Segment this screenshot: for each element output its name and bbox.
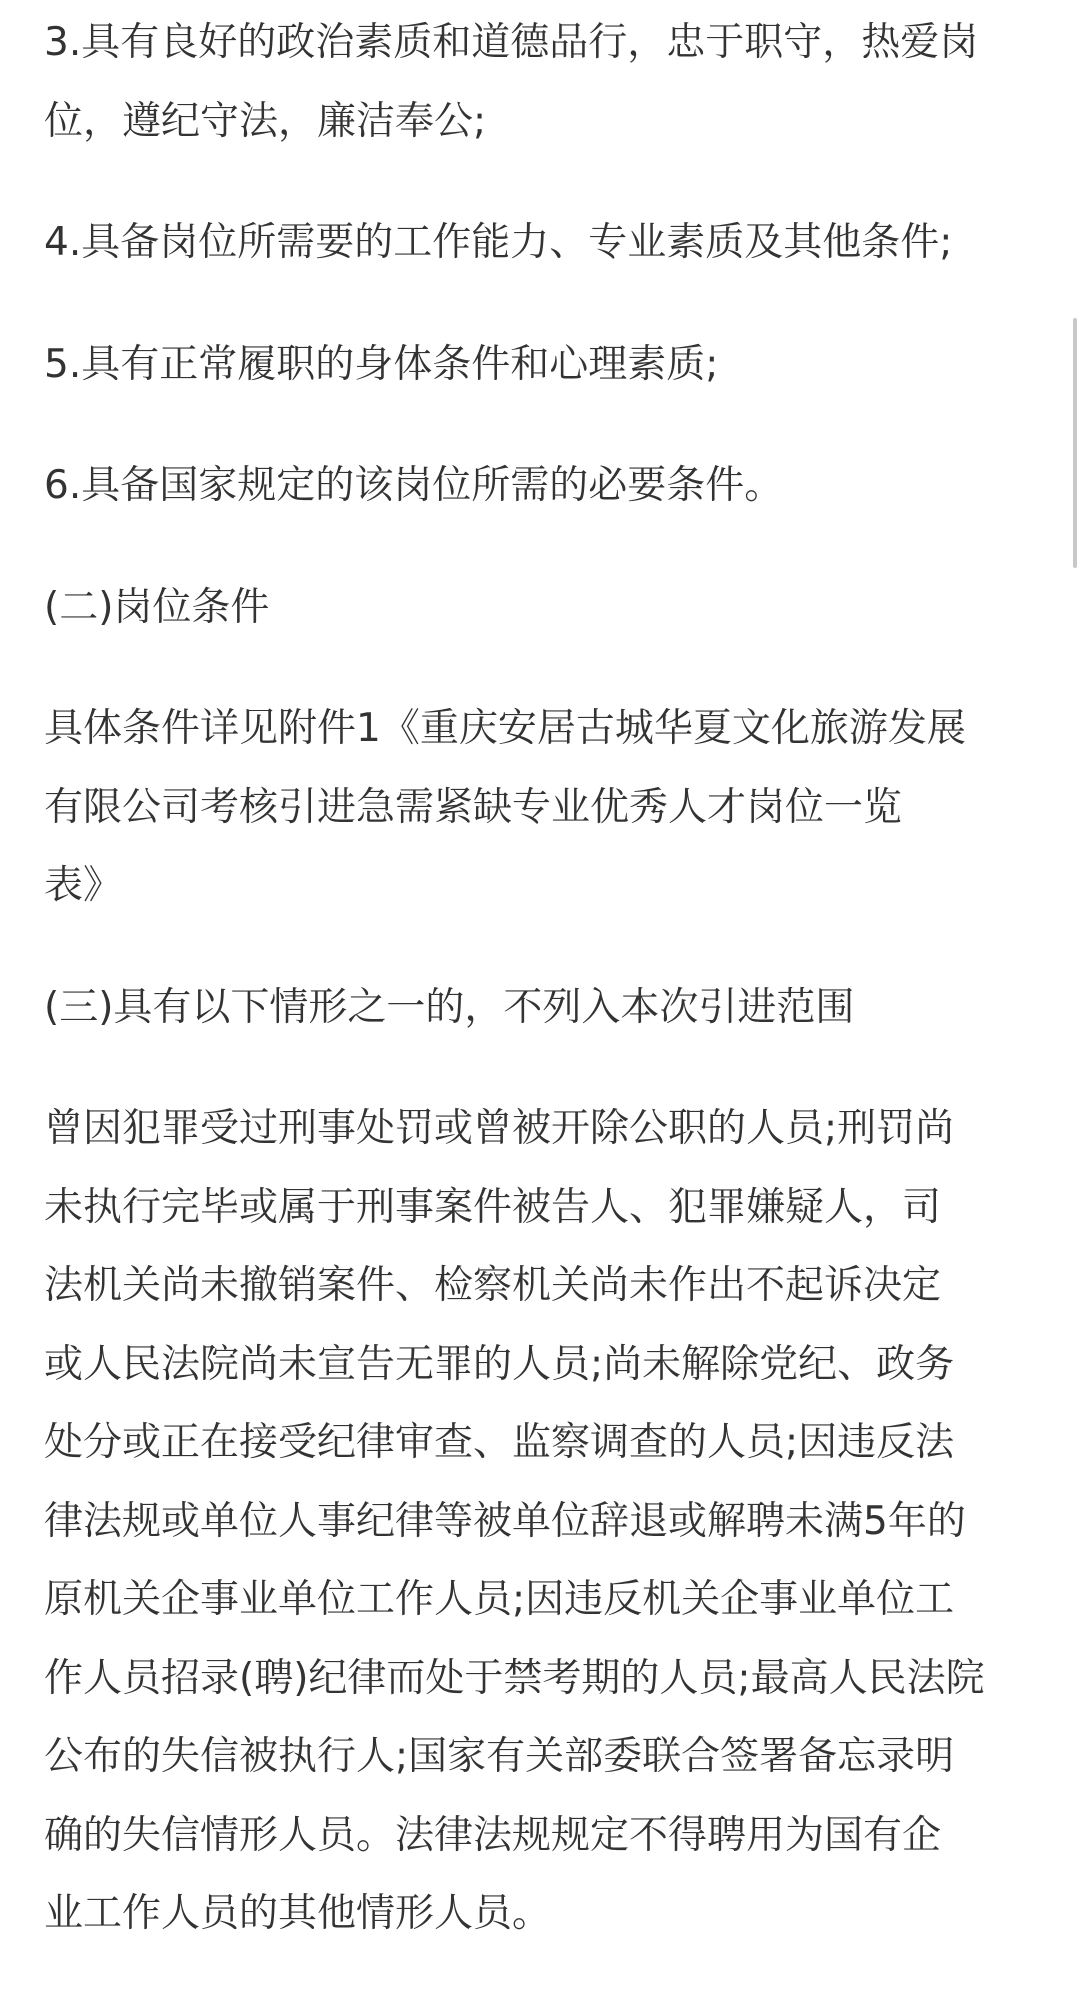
section-heading-exclusions [44, 969, 1040, 1048]
scrollbar[interactable] [1070, 0, 1080, 1959]
text-line: 作人员招录(聘)纪律而处于禁考期的人员;最高人民法院 [44, 1655, 985, 1701]
text-line: 公布的失信被执行人;国家有关部委联合签署备忘录明 [44, 1734, 955, 1779]
text-line: (三)具有以下情形之一的，不列入本次引进范围 [44, 984, 855, 1030]
text-line: 3.具有良好的政治素质和道德品行，忠于职守，热爱岗 [44, 20, 979, 65]
section-heading-position-conditions [44, 569, 1040, 648]
text-line: 业工作人员的其他情形人员。 [44, 1891, 552, 1936]
text-line: 位，遵纪守法，廉洁奉公; [44, 98, 487, 144]
paragraph-requirement-4 [44, 204, 1040, 283]
text-line: 处分或正在接受纪律审查、监察调查的人员;因违反法 [44, 1420, 955, 1465]
text-line: 或人民法院尚未宣告无罪的人员;尚未解除党纪、政务 [44, 1341, 955, 1387]
text-line: 确的失信情形人员。法律法规规定不得聘用为国有企 [44, 1812, 942, 1858]
text-line: 具体条件详见附件1《重庆安居古城华夏文化旅游发展 [44, 706, 966, 751]
article-body [44, 4, 1040, 1997]
text-line: 原机关企事业单位工作人员;因违反机关企事业单位工 [44, 1577, 955, 1622]
text-line: 曾因犯罪受过刑事处罚或曾被开除公职的人员;刑罚尚 [44, 1106, 955, 1151]
text-line: (二)岗位条件 [44, 584, 270, 630]
text-line: 法机关尚未撤销案件、检察机关尚未作出不起诉决定 [44, 1263, 942, 1308]
paragraph-position-conditions [44, 690, 1040, 926]
paragraph-requirement-5 [44, 326, 1040, 405]
text-line: 有限公司考核引进急需紧缺专业优秀人才岗位一览 [44, 784, 903, 830]
paragraph-requirement-6 [44, 447, 1040, 526]
text-line: 4.具备岗位所需要的工作能力、专业素质及其他条件; [44, 220, 953, 265]
paragraph-exclusions [44, 1090, 1040, 1954]
paragraph-requirement-3 [44, 4, 1040, 161]
text-line: 律法规或单位人事纪律等被单位辞退或解聘未满5年的 [44, 1498, 966, 1544]
text-line: 6.具备国家规定的该岗位所需的必要条件。 [44, 463, 784, 508]
text-line: 未执行完毕或属于刑事案件被告人、犯罪嫌疑人，司 [44, 1184, 942, 1230]
scrollbar-thumb[interactable] [1073, 318, 1077, 568]
text-line: 表》 [44, 863, 123, 908]
text-line: 5.具有正常履职的身体条件和心理素质; [44, 341, 719, 387]
